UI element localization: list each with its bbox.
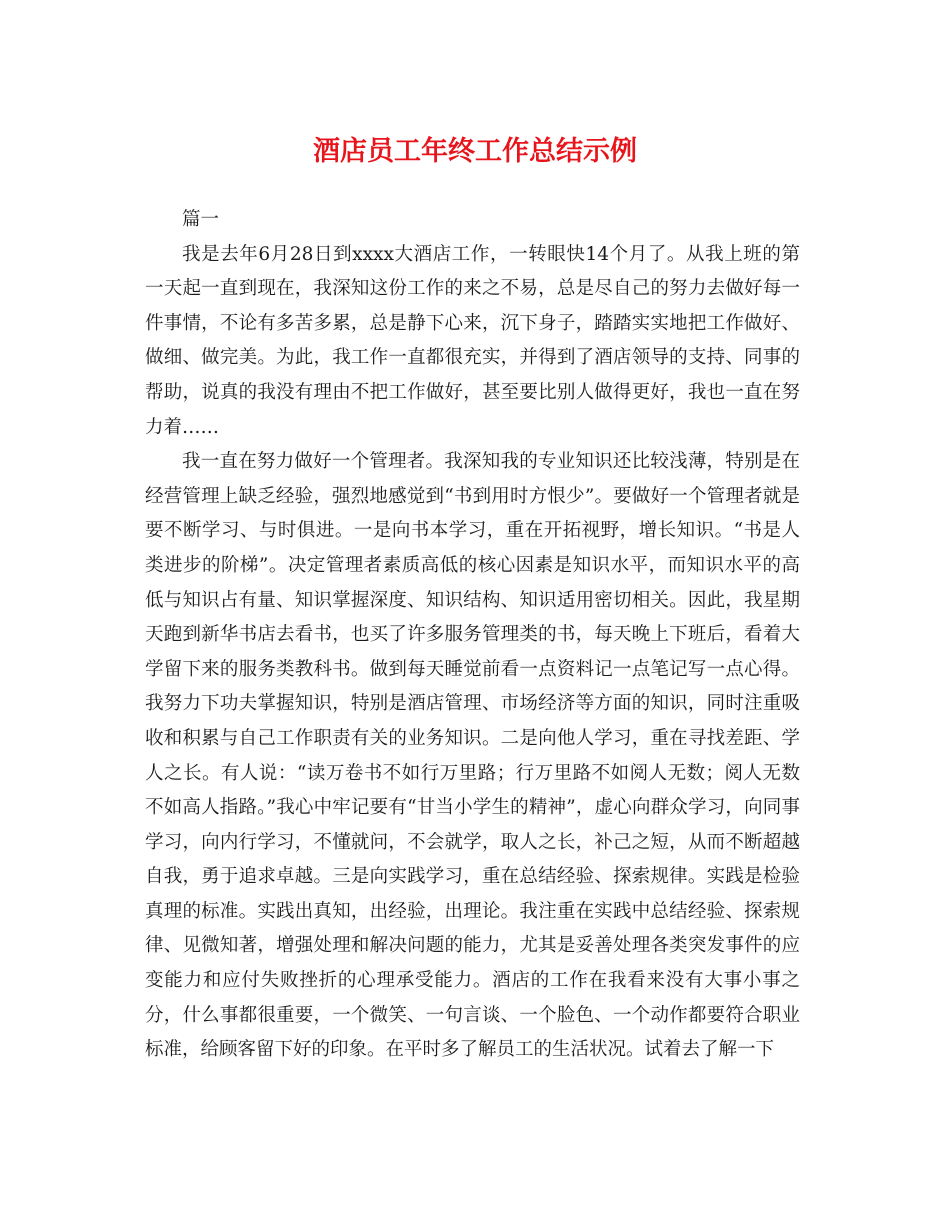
document-title: 酒店员工年终工作总结示例: [313, 136, 637, 167]
paragraph-intro: 我是去年6月28日到xxxx大酒店工作，一转眼快14个月了。从我上班的第一天起一直到现在，我深知这份工作的来之不易，总是尽自己的努力去做好每一件事情，不论有多苦多累，总是静下心来，沉下身子，踏踏实实地把工作做好、做细、做完美。为此，我工作一直都很充实，并得到了酒店领导的支持、同事的帮助，说真的我没有理由不把工作做好，甚至要比别人做得更好，我也一直在努力着……: [145, 243, 800, 438]
document-body: [145, 203, 800, 1068]
paragraph-management: 我一直在努力做好一个管理者。我深知我的专业知识还比较浅薄，特别是在经营管理上缺乏经验，强烈地感觉到“书到用时方恨少”。要做好一个管理者就是要不断学习、与时俱进。一是向书本学习，重在开拓视野，增长知识。“书是人类进步的阶梯”。决定管理者素质高低的核心因素是知识水平，而知识水平的高低与知识占有量、知识掌握深度、知识结构、知识适用密切相关。因此，我星期天跑到新华书店去看书，也买了许多服务管理类的书，每天晚上下班后，看着大学留下来的服务类教科书。做到每天睡觉前看一点资料记一点笔记写一点心得。我努力下功夫掌握知识，特别是酒店管理、市场经济等方面的知识，同时注重吸收和积累与自己工作职责有关的业务知识。二是向他人学习，重在寻找差距、学人之长。有人说：“读万卷书不如行万里路；行万里路不如阅人无数；阅人无数不如高人指路。”我心中牢记要有“甘当小学生的精神”，虚心向群众学习，向同事学习，向内行学习，不懂就问，不会就学，取人之长，补己之短，从而不断超越自我，勇于追求卓越。三是向实践学习，重在总结经验、探索规律。实践是检验真理的标准。实践出真知，出经验，出理论。我注重在实践中总结经验、探索规律、见微知著，增强处理和解决问题的能力，尤其是妥善处理各类突发事件的应变能力和应付失败挫折的心理承受能力。酒店的工作在我看来没有大事小事之分，什么事都很重要，一个微笑、一句言谈、一个脸色、一个动作都要符合职业标准，给顾客留下好的印象。在平时多了解员工的生活状况。试着去了解一下: [145, 451, 800, 1061]
section-heading: 篇一: [182, 209, 220, 230]
